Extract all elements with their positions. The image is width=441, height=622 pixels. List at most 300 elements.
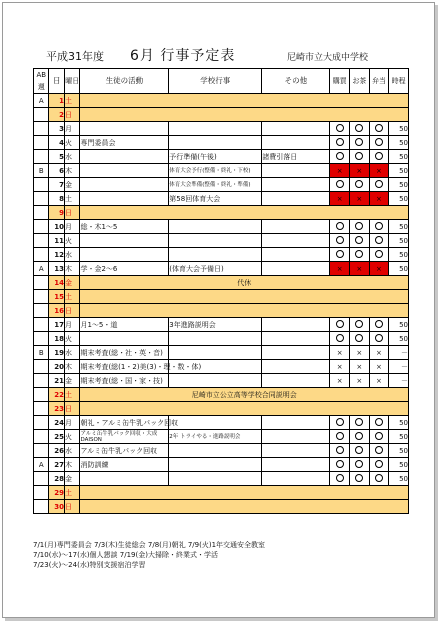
lunch-mark-circle [369, 416, 389, 430]
school-event [169, 178, 262, 192]
other-note [262, 318, 330, 332]
schedule-table [33, 68, 409, 514]
purchase-mark-circle [330, 248, 350, 262]
student-activity-text: 専門委員会 [80, 138, 116, 147]
school-event [169, 472, 262, 486]
school-event [169, 346, 262, 360]
day-of-week: 木 [64, 262, 79, 276]
day-of-week: 日 [64, 500, 79, 514]
table-row [34, 332, 409, 346]
other-note [262, 374, 330, 388]
ab-week-cell [34, 304, 49, 318]
student-activity [80, 178, 169, 192]
other-note [262, 458, 330, 472]
day-of-week: 月 [64, 122, 79, 136]
day-number: 25 [49, 430, 64, 444]
lunch-mark: × [369, 164, 389, 178]
day-number: 23 [49, 402, 64, 416]
table-row [34, 94, 409, 108]
page-title: 6月 行事予定表 [130, 48, 236, 64]
day-number: 28 [49, 472, 64, 486]
school-event [169, 430, 262, 444]
school-event-text: 第58回体育大会 [169, 194, 221, 203]
day-of-week: 火 [64, 136, 79, 150]
day-number: 2 [49, 108, 64, 122]
notes-section [33, 540, 433, 570]
hours-value: 50 [389, 220, 409, 234]
student-activity [80, 220, 169, 234]
hours-value: － [389, 360, 409, 374]
day-number: 20 [49, 360, 64, 374]
hours-value: 50 [389, 416, 409, 430]
lunch-mark-circle [369, 248, 389, 262]
col-lunch-label: 弁当 [371, 77, 386, 85]
other-note [262, 360, 330, 374]
purchase-mark: × [330, 192, 350, 206]
table-row [34, 374, 409, 388]
other-note [262, 332, 330, 346]
day-of-week: 月 [64, 318, 79, 332]
purchase-mark-circle [330, 332, 350, 346]
student-activity [80, 318, 169, 332]
ab-week-cell: A [34, 94, 49, 108]
ab-week-cell [34, 318, 49, 332]
other-note [262, 220, 330, 234]
other-note [262, 178, 330, 192]
ab-week-cell [34, 388, 49, 402]
hours-value: － [389, 346, 409, 360]
ab-week-cell [34, 234, 49, 248]
table-row [34, 206, 409, 220]
day-number: 29 [49, 486, 64, 500]
student-activity [80, 150, 169, 164]
school-event [169, 318, 262, 332]
hours-value: 50 [389, 458, 409, 472]
other-note [262, 136, 330, 150]
table-row [34, 472, 409, 486]
tea-mark-circle [350, 220, 370, 234]
day-number: 26 [49, 444, 64, 458]
table-row [34, 416, 409, 430]
tea-mark: × [350, 374, 370, 388]
col-dow [64, 69, 79, 94]
purchase-mark: × [330, 164, 350, 178]
school-event-text: 体育大会準備(整備・終礼・準備) [169, 181, 251, 188]
holiday-note: 代休 [80, 276, 409, 290]
table-row [34, 430, 409, 444]
ab-week-cell [34, 122, 49, 136]
lunch-mark-circle [369, 122, 389, 136]
day-number: 11 [49, 234, 64, 248]
student-activity-text: 消防訓練 [80, 460, 109, 469]
tea-mark-circle [350, 178, 370, 192]
ab-week-cell [34, 402, 49, 416]
other-note [262, 164, 330, 178]
lunch-mark: × [369, 374, 389, 388]
col-purchase-label: 購買 [332, 77, 347, 85]
holiday-cell [80, 108, 409, 122]
day-of-week: 木 [64, 458, 79, 472]
school-event [169, 234, 262, 248]
hours-value: 50 [389, 332, 409, 346]
day-number: 8 [49, 192, 64, 206]
day-number: 10 [49, 220, 64, 234]
purchase-mark-circle [330, 444, 350, 458]
student-activity [80, 472, 169, 486]
day-of-week: 土 [64, 94, 79, 108]
day-of-week: 木 [64, 360, 79, 374]
ab-week-cell [34, 472, 49, 486]
fiscal-year: 平成31年度 [46, 50, 104, 63]
student-activity-text: 期末考査(総・国・家・技) [80, 376, 163, 385]
day-number: 15 [49, 290, 64, 304]
tea-mark-circle [350, 248, 370, 262]
school-event [169, 136, 262, 150]
hours-value: 50 [389, 136, 409, 150]
day-number: 12 [49, 248, 64, 262]
ab-week-cell [34, 444, 49, 458]
lunch-mark: × [369, 346, 389, 360]
table-row [34, 136, 409, 150]
school-event [169, 248, 262, 262]
ab-week-cell [34, 486, 49, 500]
school-event [169, 164, 262, 178]
lunch-mark-circle [369, 178, 389, 192]
student-activity [80, 234, 169, 248]
day-number: 22 [49, 388, 64, 402]
note-line: 7/1(月)専門委員会 7/3(木)生徒総会 7/8(月)朝礼 7/9(火)1年交通安全教室 [33, 541, 266, 549]
day-number: 24 [49, 416, 64, 430]
school-event [169, 416, 262, 430]
day-of-week: 日 [64, 402, 79, 416]
table-row [34, 290, 409, 304]
table-row [34, 304, 409, 318]
student-activity [80, 192, 169, 206]
student-activity-text: アルミ缶牛乳パック回収・大成DAISON [80, 430, 158, 443]
col-student: 生徒の活動 [80, 69, 169, 94]
day-of-week: 水 [64, 150, 79, 164]
ab-week-cell [34, 192, 49, 206]
day-of-week: 火 [64, 332, 79, 346]
purchase-mark-circle [330, 122, 350, 136]
table-row [34, 360, 409, 374]
table-row [34, 318, 409, 332]
other-note [262, 346, 330, 360]
lunch-mark: × [369, 262, 389, 276]
lunch-mark: × [369, 192, 389, 206]
purchase-mark-circle [330, 178, 350, 192]
table-row [34, 108, 409, 122]
note-line: 7/23(火)～24(水)特別支援宿泊学習 [33, 561, 146, 569]
purchase-mark: × [330, 360, 350, 374]
student-activity [80, 346, 169, 360]
lunch-mark: × [369, 360, 389, 374]
ab-week-cell: B [34, 164, 49, 178]
day-number: 19 [49, 346, 64, 360]
day-number: 7 [49, 178, 64, 192]
tea-mark: × [350, 164, 370, 178]
purchase-mark-circle [330, 472, 350, 486]
day-number: 9 [49, 206, 64, 220]
student-activity [80, 444, 169, 458]
tea-mark: × [350, 262, 370, 276]
table-row [34, 346, 409, 360]
lunch-mark-circle [369, 220, 389, 234]
hours-value: 50 [389, 430, 409, 444]
day-of-week: 水 [64, 248, 79, 262]
student-activity [80, 360, 202, 374]
lunch-mark-circle [369, 234, 389, 248]
hours-value: 50 [389, 164, 409, 178]
table-row [34, 234, 409, 248]
student-activity [80, 136, 169, 150]
table-row [34, 388, 409, 402]
school-event [169, 444, 262, 458]
other-note [262, 192, 330, 206]
hours-value: 50 [389, 248, 409, 262]
tea-mark-circle [350, 430, 370, 444]
col-lunch [369, 69, 389, 94]
table-row [34, 276, 409, 290]
other-note [262, 248, 330, 262]
other-note [262, 262, 330, 276]
day-of-week: 日 [64, 304, 79, 318]
ab-week-cell [34, 220, 49, 234]
tea-mark: × [350, 360, 370, 374]
school-event [169, 192, 262, 206]
day-of-week: 日 [64, 108, 79, 122]
purchase-mark: × [330, 346, 350, 360]
other-note [262, 472, 330, 486]
ab-week-cell: B [34, 346, 49, 360]
student-activity-text: アルミ缶牛乳パック回収 [80, 446, 158, 455]
day-number: 1 [49, 94, 64, 108]
school-event [169, 220, 262, 234]
tea-mark: × [350, 346, 370, 360]
ab-week-cell [34, 374, 49, 388]
table-row [34, 122, 409, 136]
lunch-mark-circle [369, 472, 389, 486]
other-note: 諸費引落日 [262, 150, 330, 164]
day-number: 18 [49, 332, 64, 346]
col-day: 日 [49, 69, 64, 94]
purchase-mark: × [330, 262, 350, 276]
lunch-mark-circle [369, 150, 389, 164]
ab-week-cell [34, 416, 49, 430]
hours-value: 50 [389, 178, 409, 192]
student-activity-text: 期末考査(総・社・英・音) [80, 348, 163, 357]
table-row [34, 220, 409, 234]
other-note [262, 122, 330, 136]
day-of-week: 月 [64, 416, 79, 430]
day-of-week: 土 [64, 388, 79, 402]
hours-value: 50 [389, 234, 409, 248]
other-note [262, 416, 330, 430]
school-event [169, 150, 262, 164]
purchase-mark-circle [330, 234, 350, 248]
school-event-text: 3年進路説明会 [169, 320, 216, 329]
tea-mark-circle [350, 318, 370, 332]
student-activity-text: 月1～5・道 [80, 320, 118, 329]
col-hours [389, 69, 409, 94]
table-row [34, 444, 409, 458]
holiday-cell [80, 94, 409, 108]
tea-mark-circle [350, 332, 370, 346]
col-other: その他 [262, 69, 330, 94]
col-tea-label: お茶 [352, 77, 367, 85]
student-activity-text: 朝礼・アルミ缶牛乳パック回収 [80, 418, 179, 427]
ab-week-cell [34, 206, 49, 220]
lunch-mark-circle [369, 318, 389, 332]
student-activity-text: 期末考査(総(1・2)美(3)・理・数・体) [80, 362, 202, 371]
ab-week-cell [34, 332, 49, 346]
day-number: 17 [49, 318, 64, 332]
ab-week-cell [34, 360, 49, 374]
holiday-cell [80, 304, 409, 318]
ab-week-cell [34, 500, 49, 514]
ab-week-cell: A [34, 262, 49, 276]
purchase-mark-circle [330, 416, 350, 430]
ab-week-cell [34, 108, 49, 122]
day-number: 3 [49, 122, 64, 136]
table-row [34, 150, 409, 164]
school-event-text: 予行準備(午後) [169, 152, 217, 161]
col-purchase [330, 69, 350, 94]
holiday-cell [80, 500, 409, 514]
tea-mark-circle [350, 458, 370, 472]
ab-week-cell [34, 136, 49, 150]
school-event-text: 2年 トライやる・進路説明会 [169, 433, 241, 440]
tea-mark-circle [350, 472, 370, 486]
tea-mark-circle [350, 122, 370, 136]
school-event [169, 122, 262, 136]
other-note [262, 234, 330, 248]
day-number: 16 [49, 304, 64, 318]
school-event-text: 体育大会予行(整備・終礼・下校) [169, 167, 251, 174]
purchase-mark-circle [330, 220, 350, 234]
day-number: 30 [49, 500, 64, 514]
purchase-mark-circle [330, 150, 350, 164]
document-header [0, 44, 441, 64]
tea-mark-circle [350, 444, 370, 458]
table-row [34, 248, 409, 262]
hours-value: 50 [389, 444, 409, 458]
other-note [262, 430, 330, 444]
day-number: 14 [49, 276, 64, 290]
school-event [169, 374, 262, 388]
lunch-mark-circle [369, 430, 389, 444]
student-activity [80, 416, 179, 430]
tea-mark-circle [350, 416, 370, 430]
day-of-week: 水 [64, 444, 79, 458]
purchase-mark-circle [330, 136, 350, 150]
day-of-week: 日 [64, 206, 79, 220]
student-activity [80, 122, 169, 136]
holiday-note: 尼崎市立公立高等学校合同説明会 [80, 388, 409, 402]
table-row [34, 164, 409, 178]
day-number: 21 [49, 374, 64, 388]
tea-mark: × [350, 192, 370, 206]
day-of-week: 金 [64, 472, 79, 486]
school-event [169, 458, 262, 472]
col-school-event: 学校行事 [169, 69, 262, 94]
holiday-cell [80, 290, 409, 304]
lunch-mark-circle [369, 332, 389, 346]
ab-week-cell [34, 430, 49, 444]
student-activity-text: 総・木1～5 [80, 222, 118, 231]
lunch-mark-circle [369, 444, 389, 458]
day-of-week: 火 [64, 430, 79, 444]
day-of-week: 火 [64, 234, 79, 248]
ab-week-cell [34, 150, 49, 164]
day-number: 13 [49, 262, 64, 276]
col-hours-label: 時程 [391, 77, 406, 85]
other-note [262, 444, 330, 458]
hours-value: 50 [389, 262, 409, 276]
student-activity [80, 332, 169, 346]
table-row [34, 192, 409, 206]
tea-mark-circle [350, 150, 370, 164]
student-activity [80, 262, 169, 276]
ab-week-cell [34, 276, 49, 290]
school-event [169, 262, 262, 276]
student-activity [80, 164, 169, 178]
table-row [34, 500, 409, 514]
day-of-week: 金 [64, 276, 79, 290]
hours-value: － [389, 374, 409, 388]
school-name: 尼崎市立大成中学校 [287, 53, 369, 63]
note-line: 7/10(水)～17(水)個人懇談 7/19(金)大掃除・終業式・学活 [33, 551, 218, 559]
student-activity-text: 学・金2～6 [80, 264, 118, 273]
day-of-week: 土 [64, 192, 79, 206]
day-of-week: 木 [64, 164, 79, 178]
day-number: 6 [49, 164, 64, 178]
day-of-week: 月 [64, 220, 79, 234]
table-header-row [34, 69, 409, 94]
table-row [34, 178, 409, 192]
day-of-week: 金 [64, 178, 79, 192]
purchase-mark-circle [330, 318, 350, 332]
hours-value: 50 [389, 192, 409, 206]
day-number: 27 [49, 458, 64, 472]
hours-value: 50 [389, 472, 409, 486]
student-activity [80, 374, 169, 388]
purchase-mark-circle [330, 458, 350, 472]
school-event-text: (体育大会予備日) [169, 264, 224, 273]
ab-week-cell [34, 290, 49, 304]
purchase-mark-circle [330, 430, 350, 444]
day-of-week: 水 [64, 346, 79, 360]
day-number: 4 [49, 136, 64, 150]
table-row [34, 486, 409, 500]
tea-mark-circle [350, 136, 370, 150]
col-dow-label: 曜日 [65, 77, 80, 85]
purchase-mark: × [330, 374, 350, 388]
ab-week-cell: A [34, 458, 49, 472]
ab-week-cell [34, 248, 49, 262]
lunch-mark-circle [369, 458, 389, 472]
day-number: 5 [49, 150, 64, 164]
holiday-cell [80, 486, 409, 500]
table-row [34, 458, 409, 472]
school-event [169, 332, 262, 346]
day-of-week: 土 [64, 486, 79, 500]
student-activity [80, 458, 169, 472]
hours-value: 50 [389, 318, 409, 332]
day-of-week: 土 [64, 290, 79, 304]
ab-week-cell [34, 178, 49, 192]
table-row [34, 402, 409, 416]
